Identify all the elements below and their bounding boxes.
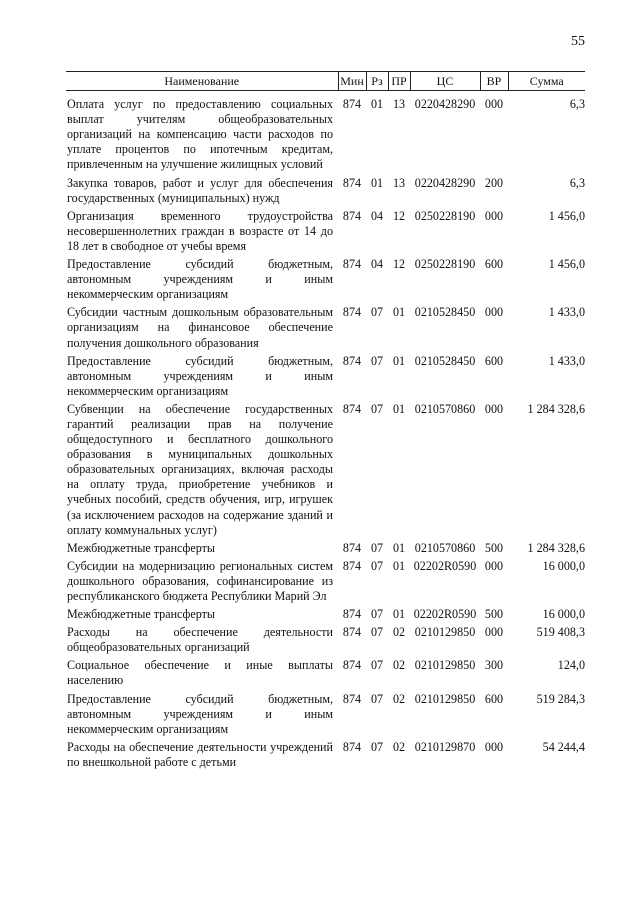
cell-name: Предоставление субсидий бюджетным, автономным учреждениям и иным некоммерческим организациям xyxy=(67,353,333,398)
cell-vr: 200 xyxy=(484,175,504,190)
cell-name: Предоставление субсидий бюджетным, автономным учреждениям и иным некоммерческим организациям xyxy=(67,257,333,302)
cell-rz: 04 xyxy=(370,257,384,272)
cell-cs: 0210129850 xyxy=(414,658,476,673)
cell-sum: 16 000,0 xyxy=(542,607,585,622)
cell-pr: 01 xyxy=(392,401,406,416)
cell-pr: 01 xyxy=(392,607,406,622)
cell-name: Организация временного трудоустройства несовершеннолетних граждан в возрасте от 14 до 18 лет в свободное от учебы время xyxy=(67,208,333,253)
table-row xyxy=(66,540,585,558)
table-row xyxy=(66,691,585,739)
cell-name: Субсидии на модернизацию региональных систем дошкольного образования, софинансирование из республиканского бюджета Республики Марий Эл xyxy=(67,558,333,603)
cell-min: 874 xyxy=(342,353,362,368)
cell-cs: 0250228190 xyxy=(414,208,476,223)
cell-rz: 07 xyxy=(370,401,384,416)
cell-rz: 07 xyxy=(370,558,384,573)
cell-pr: 02 xyxy=(392,739,406,754)
cell-sum: 1 284 328,6 xyxy=(527,540,585,555)
cell-cs: 0210528450 xyxy=(414,353,476,368)
cell-name: Расходы на обеспечение деятельности учреждений по внешкольной работе с детьми xyxy=(67,739,333,769)
cell-min: 874 xyxy=(342,208,362,223)
table-row xyxy=(66,91,585,175)
table-row xyxy=(66,175,585,208)
cell-name: Расходы на обеспечение деятельности общеобразовательных организаций xyxy=(67,625,333,655)
cell-vr: 600 xyxy=(484,257,504,272)
table-row xyxy=(66,304,585,352)
header-name: Наименование xyxy=(66,72,338,91)
header-rz: Рз xyxy=(366,72,388,91)
cell-sum: 54 244,4 xyxy=(542,739,585,754)
cell-vr: 000 xyxy=(484,208,504,223)
cell-rz: 07 xyxy=(370,607,384,622)
cell-min: 874 xyxy=(342,97,362,112)
cell-sum: 6,3 xyxy=(569,175,585,190)
page-number: 55 xyxy=(571,34,585,49)
cell-pr: 02 xyxy=(392,691,406,706)
table-row xyxy=(66,739,585,772)
cell-vr: 600 xyxy=(484,691,504,706)
cell-vr: 500 xyxy=(484,607,504,622)
cell-rz: 07 xyxy=(370,540,384,555)
table-header xyxy=(66,72,585,91)
cell-cs: 0220428290 xyxy=(414,97,476,112)
cell-cs: 0220428290 xyxy=(414,175,476,190)
header-cs: ЦС xyxy=(410,72,480,91)
cell-rz: 07 xyxy=(370,305,384,320)
cell-cs: 0210570860 xyxy=(414,401,476,416)
cell-pr: 01 xyxy=(392,305,406,320)
header-vr: ВР xyxy=(480,72,508,91)
table-row xyxy=(66,657,585,690)
table-row xyxy=(66,353,585,401)
cell-pr: 12 xyxy=(392,257,406,272)
cell-pr: 01 xyxy=(392,558,406,573)
table-row xyxy=(66,606,585,624)
cell-pr: 02 xyxy=(392,625,406,640)
cell-pr: 01 xyxy=(392,540,406,555)
header-pr: ПР xyxy=(388,72,410,91)
cell-sum: 16 000,0 xyxy=(542,558,585,573)
cell-min: 874 xyxy=(342,739,362,754)
cell-cs: 0210528450 xyxy=(414,305,476,320)
cell-pr: 13 xyxy=(392,175,406,190)
cell-name: Межбюджетные трансферты xyxy=(67,540,216,555)
cell-sum: 6,3 xyxy=(569,97,585,112)
cell-pr: 12 xyxy=(392,208,406,223)
cell-sum: 1 456,0 xyxy=(548,208,585,223)
cell-pr: 01 xyxy=(392,353,406,368)
header-min: Мин xyxy=(338,72,366,91)
cell-vr: 000 xyxy=(484,305,504,320)
cell-min: 874 xyxy=(342,257,362,272)
table-row xyxy=(66,256,585,304)
cell-name: Предоставление субсидий бюджетным, автономным учреждениям и иным некоммерческим организациям xyxy=(67,691,333,736)
cell-pr: 02 xyxy=(392,658,406,673)
cell-rz: 07 xyxy=(370,658,384,673)
cell-min: 874 xyxy=(342,691,362,706)
header-sum: Сумма xyxy=(508,72,585,91)
table-row xyxy=(66,558,585,606)
cell-sum: 519 408,3 xyxy=(536,625,585,640)
cell-min: 874 xyxy=(342,540,362,555)
cell-name: Социальное обеспечение и иные выплаты населению xyxy=(67,658,333,688)
cell-cs: 0210570860 xyxy=(414,540,476,555)
cell-min: 874 xyxy=(342,607,362,622)
cell-vr: 000 xyxy=(484,739,504,754)
cell-vr: 000 xyxy=(484,625,504,640)
cell-rz: 07 xyxy=(370,625,384,640)
cell-cs: 0210129870 xyxy=(414,739,476,754)
cell-cs: 02202R0590 xyxy=(413,607,477,622)
cell-sum: 124,0 xyxy=(557,658,585,673)
cell-vr: 000 xyxy=(484,558,504,573)
cell-rz: 04 xyxy=(370,208,384,223)
cell-vr: 600 xyxy=(484,353,504,368)
table-row xyxy=(66,208,585,256)
cell-name: Субсидии частным дошкольным образовательным организациям на финансовое обеспечение получения дошкольного образования xyxy=(67,305,333,350)
cell-sum: 1 433,0 xyxy=(548,353,585,368)
cell-name: Закупка товаров, работ и услуг для обеспечения государственных (муниципальных) нужд xyxy=(67,175,333,205)
cell-min: 874 xyxy=(342,658,362,673)
cell-cs: 0210129850 xyxy=(414,625,476,640)
cell-sum: 1 284 328,6 xyxy=(527,401,585,416)
cell-sum: 1 456,0 xyxy=(548,257,585,272)
cell-min: 874 xyxy=(342,401,362,416)
cell-min: 874 xyxy=(342,558,362,573)
table-row xyxy=(66,401,585,540)
table-row xyxy=(66,624,585,657)
table-body xyxy=(66,91,585,772)
cell-rz: 01 xyxy=(370,97,384,112)
cell-name: Межбюджетные трансферты xyxy=(67,607,216,622)
cell-cs: 0210129850 xyxy=(414,691,476,706)
cell-name: Оплата услуг по предоставлению социальных выплат учителям общеобразовательных организаций на компенсацию части расходов по уплате процентов по ипотечным кредитам, привлеченным на улучшение жилищных условий xyxy=(67,97,333,172)
cell-vr: 500 xyxy=(484,540,504,555)
cell-cs: 0250228190 xyxy=(414,257,476,272)
cell-vr: 000 xyxy=(484,97,504,112)
cell-min: 874 xyxy=(342,625,362,640)
cell-cs: 02202R0590 xyxy=(413,558,477,573)
cell-rz: 07 xyxy=(370,353,384,368)
cell-sum: 1 433,0 xyxy=(548,305,585,320)
cell-rz: 07 xyxy=(370,739,384,754)
cell-vr: 000 xyxy=(484,401,504,416)
cell-vr: 300 xyxy=(484,658,504,673)
cell-min: 874 xyxy=(342,305,362,320)
cell-pr: 13 xyxy=(392,97,406,112)
cell-min: 874 xyxy=(342,175,362,190)
cell-sum: 519 284,3 xyxy=(536,691,585,706)
cell-rz: 01 xyxy=(370,175,384,190)
cell-rz: 07 xyxy=(370,691,384,706)
budget-table xyxy=(66,71,585,772)
cell-name: Субвенции на обеспечение государственных гарантий реализации прав на получение общедоступного и бесплатного дошкольного образования в муниципальных дошкольных образовательных организациях, включая расходы на оплату труда, приобретение учебников и учебных пособий, средств обучения, игр, игрушек (за исключением расходов на содержание зданий и оплату коммунальных услуг) xyxy=(67,401,333,537)
